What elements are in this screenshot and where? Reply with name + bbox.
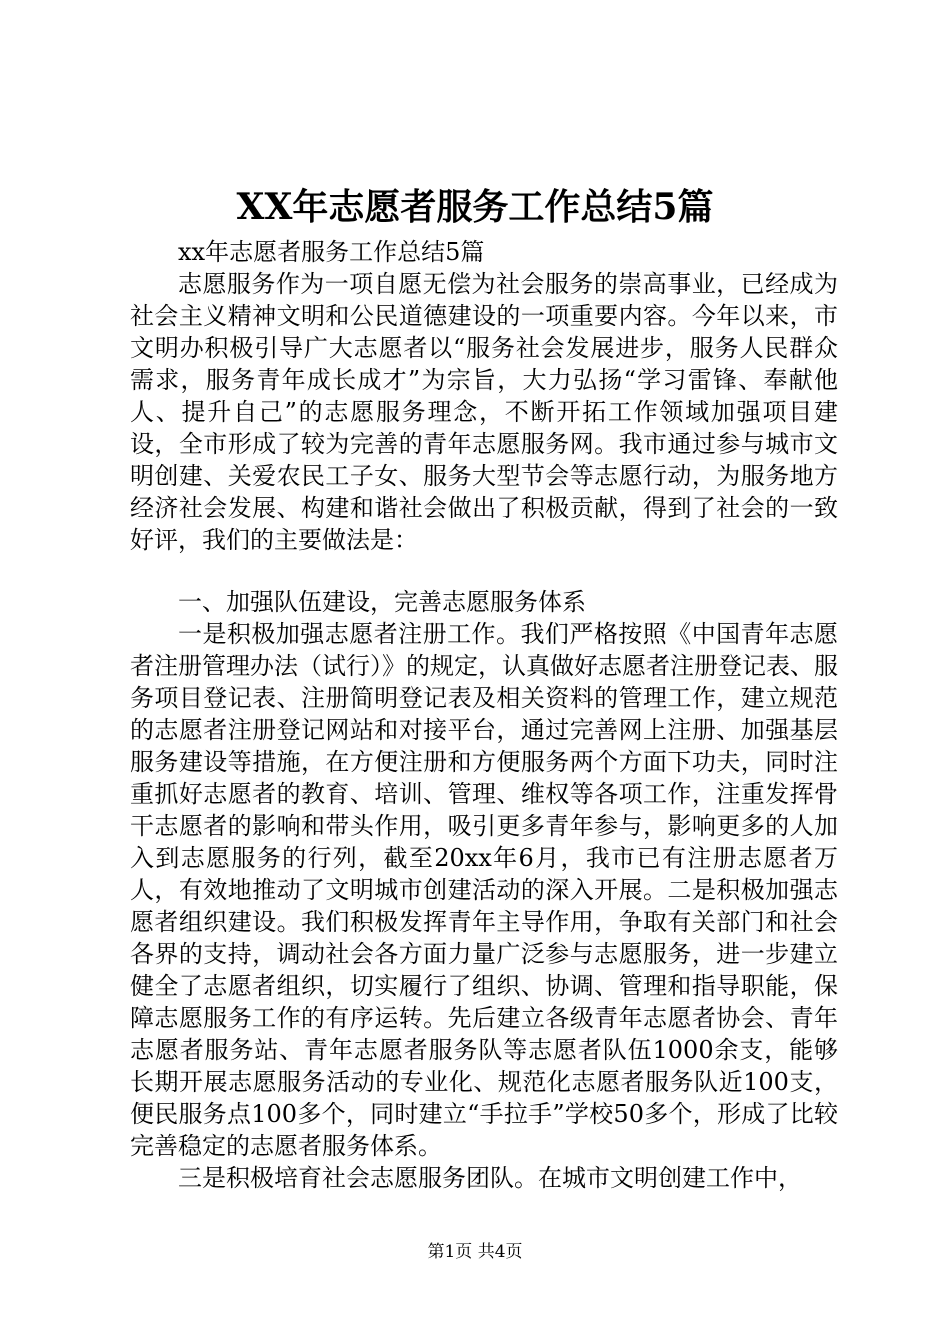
document-title: XX年志愿者服务工作总结5篇	[236, 186, 714, 228]
paragraph-intro: 志愿服务作为一项自愿无偿为社会服务的崇高事业，已经成为社会主义精神文明和公民道德建设的一项重要内容。今年以来，市文明办积极引导广大志愿者以“服务社会发展进步，服务人民群众需求，服务青年成长成才”为宗旨，大力弘扬“学习雷锋、奉献他人、提升自己”的志愿服务理念，不断开拓工作领域加强项目建设，全市形成了较为完善的青年志愿服务网。我市通过参与城市文明创建、关爱农民工子女、服务大型节会等志愿行动，为服务地方经济社会发展、构建和谐社会做出了积极贡献，得到了社会的一致好评，我们的主要做法是：	[130, 270, 838, 554]
page-number-footer: 第1页 共4页	[427, 1242, 523, 1262]
section-heading: 一、加强队伍建设，完善志愿服务体系	[178, 588, 586, 616]
paragraph-teams: 三是积极培育社会志愿服务团队。在城市文明创建工作中，	[178, 1164, 802, 1192]
paragraph-registration: 一是积极加强志愿者注册工作。我们严格按照《中国青年志愿者注册管理办法（试行）》的规定，认真做好志愿者注册登记表、服务项目登记表、注册简明登记表及相关资料的管理工作，建立规范的志愿者注册登记网站和对接平台，通过完善网上注册、加强基层服务建设等措施，在方便注册和方便服务两个方面下功夫，同时注重抓好志愿者的教育、培训、管理、维权等各项工作，注重发挥骨干志愿者的影响和带头作用，吸引更多青年参与，影响更多的人加入到志愿服务的行列，截至20xx年6月，我市已有注册志愿者万人，有效地推动了文明城市创建活动的深入开展。二是积极加强志愿者组织建设。我们积极发挥青年主导作用，争取有关部门和社会各界的支持，调动社会各方面力量广泛参与志愿服务，进一步建立健全了志愿者组织，切实履行了组织、协调、管理和指导职能，保障志愿服务工作的有序运转。先后建立各级青年志愿者协会、青年志愿者服务站、青年志愿者服务队等志愿者队伍1000余支，能够长期开展志愿服务活动的专业化、规范化志愿者服务队近100支，便民服务点100多个，同时建立“手拉手”学校50多个，形成了比较完善稳定的志愿者服务体系。	[130, 620, 838, 1160]
document-body	[130, 236, 838, 1194]
document-subtitle: xx年志愿者服务工作总结5篇	[178, 238, 485, 266]
